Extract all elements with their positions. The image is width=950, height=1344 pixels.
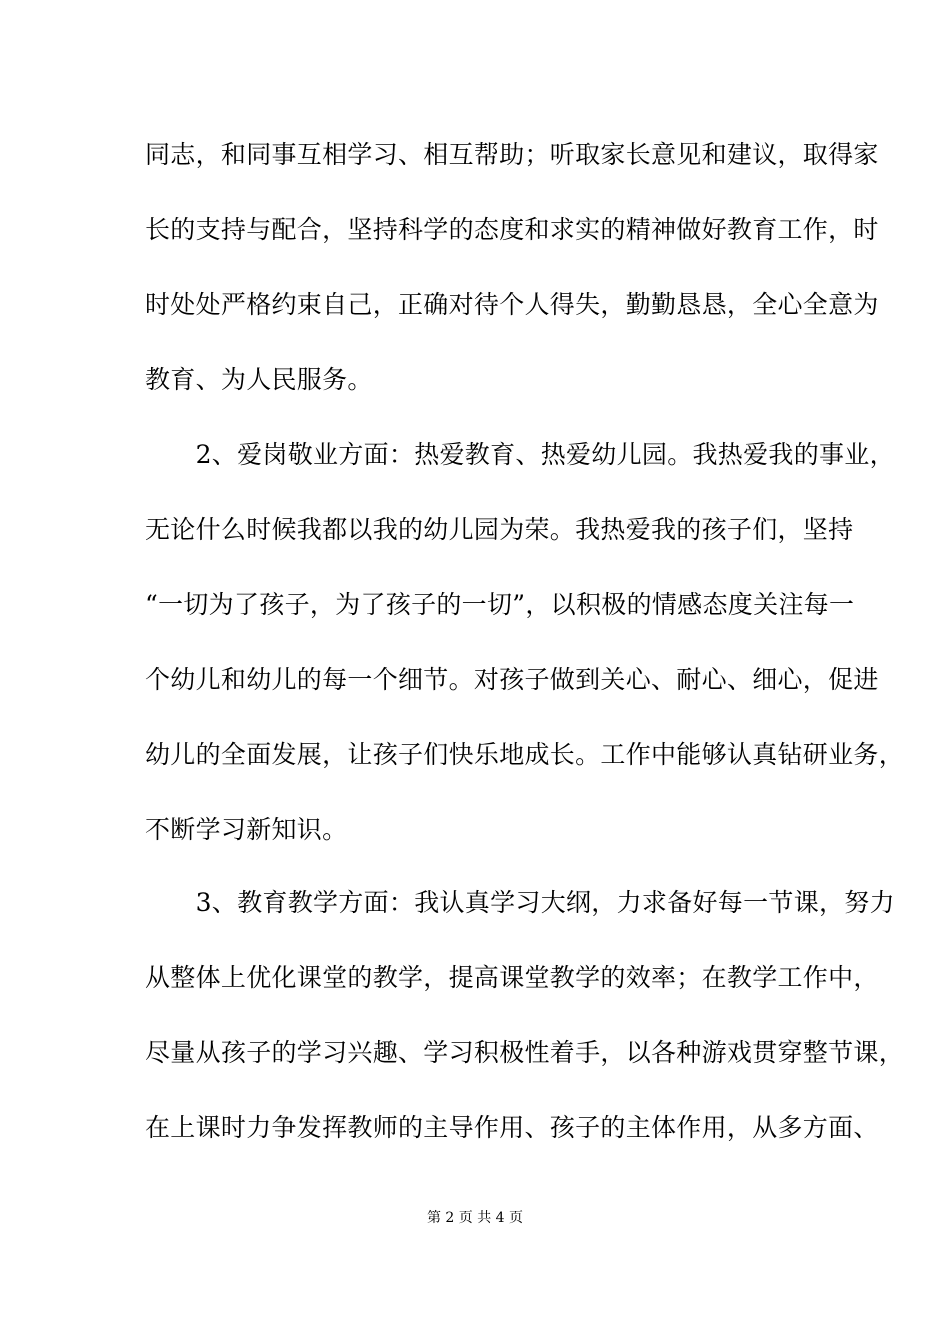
- body-text-line: 在上课时力争发挥教师的主导作用、孩子的主体作用，从多方面、: [145, 1113, 879, 1142]
- body-text-line: 个幼儿和幼儿的每一个细节。对孩子做到关心、耐心、细心，促进: [145, 665, 879, 694]
- body-text-line: 教育、为人民服务。: [145, 365, 373, 394]
- body-text-line: 不断学习新知识。: [145, 815, 348, 844]
- paragraph-2-first-line: 2、爱岗敬业方面：热爱教育、热爱幼儿园。我热爱我的事业，: [145, 440, 895, 469]
- body-text-line: “一切为了孩子，为了孩子的一切”，以积极的情感态度关注每一: [145, 590, 855, 619]
- body-text-line: 时处处严格约束自己，正确对待个人得失，勤勤恳恳，全心全意为: [145, 290, 879, 319]
- body-text-line: 尽量从孩子的学习兴趣、学习积极性着手，以各种游戏贯穿整节课，: [145, 1038, 905, 1067]
- body-text-line: 无论什么时候我都以我的幼儿园为荣。我热爱我的孩子们，坚持: [145, 515, 854, 544]
- body-text-line: 从整体上优化课堂的教学，提高课堂教学的效率；在教学工作中，: [145, 963, 879, 992]
- paragraph-3-first-line: 3、教育教学方面：我认真学习大纲，力求备好每一节课，努力: [145, 888, 895, 917]
- body-text-line: 长的支持与配合，坚持科学的态度和求实的精神做好教育工作，时: [145, 215, 879, 244]
- body-text-line: 同志，和同事互相学习、相互帮助；听取家长意见和建议，取得家: [145, 140, 879, 169]
- page-footer: 第 2 页 共 4 页: [426, 1210, 524, 1226]
- body-text-line: 幼儿的全面发展，让孩子们快乐地成长。工作中能够认真钻研业务，: [145, 740, 905, 769]
